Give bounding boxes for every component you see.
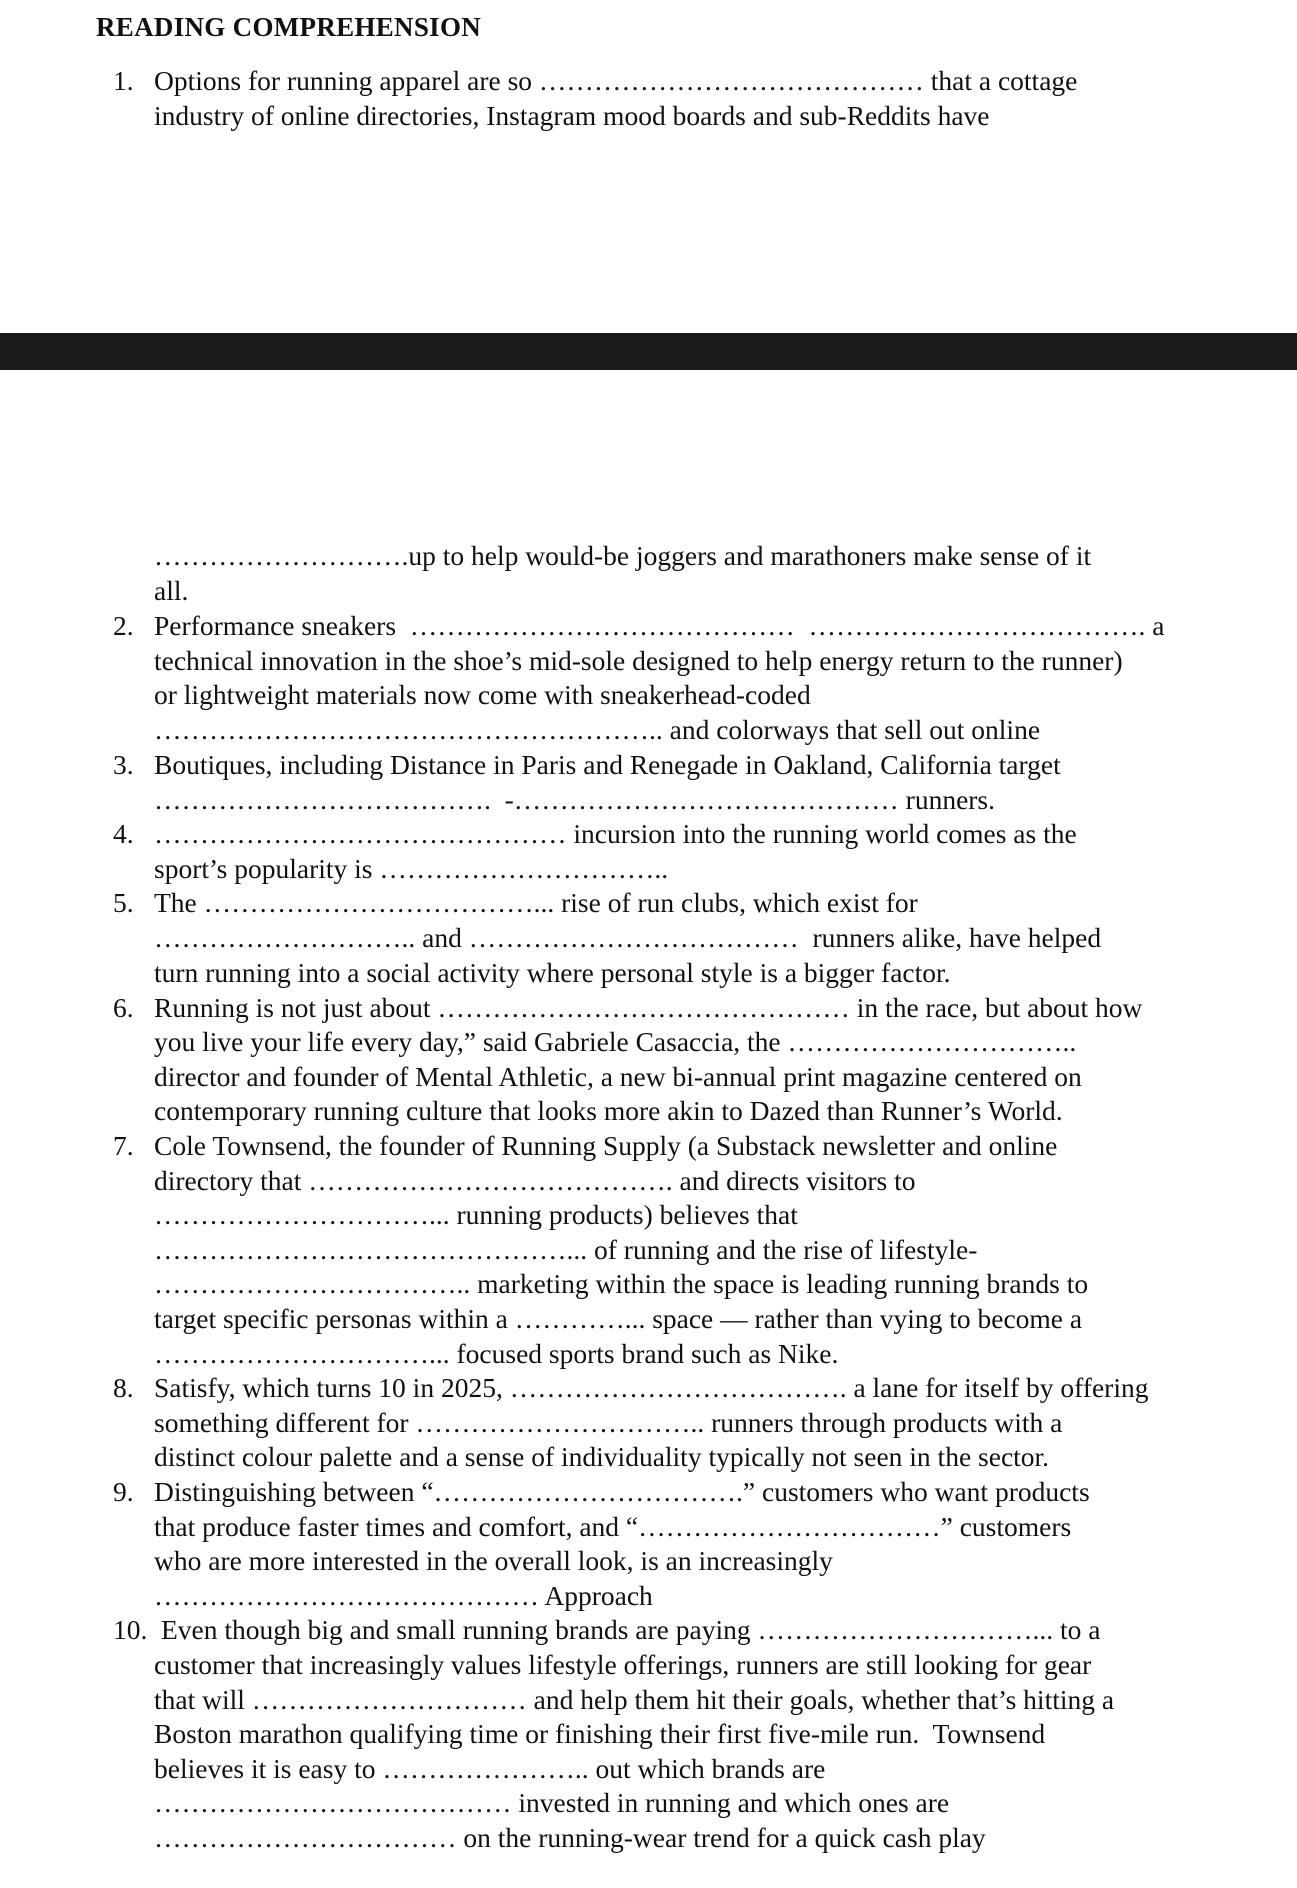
item-line: distinct colour palette and a sense of individuality typically not seen in the sector. xyxy=(154,1441,1050,1472)
item-line: ………………………………. -…………………………………… runners. xyxy=(154,784,996,815)
item-line: ……………………………………… incursion into the running world comes as the xyxy=(154,818,1077,849)
item-number: 7. xyxy=(113,1130,134,1161)
item-number: 8. xyxy=(113,1372,134,1403)
page-title: READING COMPREHENSION xyxy=(96,12,482,42)
item-number: 2. xyxy=(113,610,134,641)
item-line: ………………………………………... of running and the rise of lifestyle- xyxy=(154,1234,978,1265)
item-line: Cole Townsend, the founder of Running Supply (a Substack newsletter and online xyxy=(154,1130,1058,1161)
item-line: ………………………………… invested in running and which ones are xyxy=(154,1787,950,1818)
item-line: …………………………... running products) believes that xyxy=(154,1199,798,1230)
item-line: Satisfy, which turns 10 in 2025, ………………………………. a lane for itself by offering xyxy=(154,1372,1149,1403)
item-line: sport’s popularity is ………………………….. xyxy=(154,853,669,884)
item-line: technical innovation in the shoe’s mid-sole designed to help energy return to the runner) xyxy=(154,645,1123,676)
item-line: that will ………………………… and help them hit their goals, whether that’s hitting a xyxy=(154,1684,1115,1715)
item-number: 1. xyxy=(113,65,134,96)
item-line: …………………………… on the running-wear trend for a quick cash play xyxy=(154,1822,986,1853)
item-line: all. xyxy=(154,575,189,606)
item-number: 10. xyxy=(113,1614,148,1645)
item-line: …………………………………… Approach xyxy=(154,1580,653,1611)
item-line: target specific personas within a …………... space — rather than vying to become a xyxy=(154,1303,1083,1334)
item-line: Boston marathon qualifying time or finishing their first five-mile run. Townsend xyxy=(154,1718,1046,1749)
item-line: or lightweight materials now come with sneakerhead-coded xyxy=(154,679,811,710)
item-line: you live your life every day,” said Gabriele Casaccia, the ………………………….. xyxy=(154,1026,1077,1057)
item-line: ……………………………………………….. and colorways that sell out online xyxy=(154,714,1041,745)
item-number: 3. xyxy=(113,749,134,780)
item-line: directory that …………………………………. and directs visitors to xyxy=(154,1165,916,1196)
item-line: Distinguishing between “…………………………….” customers who want products xyxy=(154,1476,1090,1507)
item-line: turn running into a social activity where personal style is a bigger factor. xyxy=(154,957,951,988)
item-line: Even though big and small running brands are paying …………………………... to a xyxy=(161,1614,1101,1645)
item-number: 4. xyxy=(113,818,134,849)
item-line: ……………………….up to help would-be joggers and marathoners make sense of it xyxy=(154,540,1092,571)
item-number: 5. xyxy=(113,887,134,918)
item-line: that produce faster times and comfort, and “……………………………” customers xyxy=(154,1511,1072,1542)
item-line: contemporary running culture that looks more akin to Dazed than Runner’s World. xyxy=(154,1095,1063,1126)
item-line: Running is not just about ……………………………………… in the race, but about how xyxy=(154,992,1143,1023)
item-line: Performance sneakers …………………………………… ………………………………. a xyxy=(154,610,1165,641)
item-line: The ………………………………... rise of run clubs, which exist for xyxy=(154,887,918,918)
item-line: ……………………….. and ……………………………… runners alike, have helped xyxy=(154,922,1102,953)
redaction-bar xyxy=(0,333,1297,370)
item-line: director and founder of Mental Athletic, a new bi-annual print magazine centered on xyxy=(154,1061,1082,1092)
item-line: industry of online directories, Instagram mood boards and sub-Reddits have xyxy=(154,100,990,131)
item-line: …………………………….. marketing within the space is leading running brands to xyxy=(154,1268,1089,1299)
item-number: 9. xyxy=(113,1476,134,1507)
item-line: customer that increasingly values lifestyle offerings, runners are still looking for gear xyxy=(154,1649,1092,1680)
item-line: …………………………... focused sports brand such as Nike. xyxy=(154,1338,839,1369)
item-line: who are more interested in the overall look, is an increasingly xyxy=(154,1545,833,1576)
item-line: something different for ………………………….. runners through products with a xyxy=(154,1407,1063,1438)
item-line: believes it is easy to ………………….. out which brands are xyxy=(154,1753,826,1784)
item-number: 6. xyxy=(113,992,134,1023)
item-line: Options for running apparel are so …………………………………… that a cottage xyxy=(154,65,1078,96)
item-line: Boutiques, including Distance in Paris and Renegade in Oakland, California target xyxy=(154,749,1061,780)
